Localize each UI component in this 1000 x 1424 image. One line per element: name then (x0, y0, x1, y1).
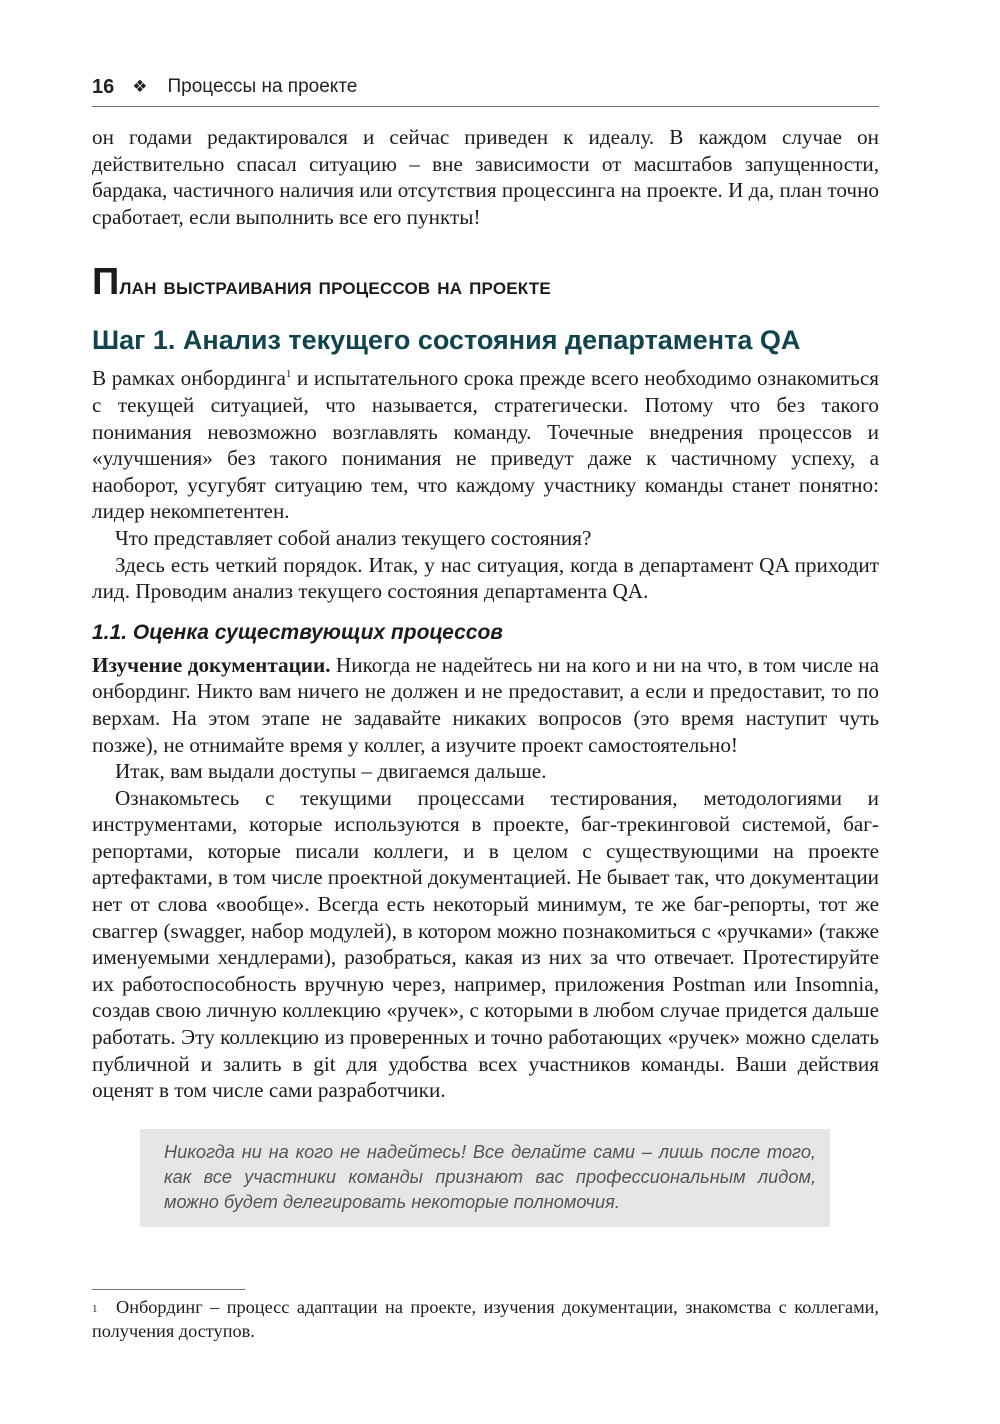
footnote-reference: 1 (285, 368, 292, 381)
running-header (92, 76, 879, 107)
subsection-paragraph-1 (92, 652, 879, 758)
section-title: Процессы на проекте (167, 76, 358, 97)
subsection-paragraph-3: Ознакомьтесь с текущими процессами тестирования, методологиями и инструментами, которые используются в проекте, баг-трекинговой системой, баг-репортами, которые писали коллеги, и в целом с существующими на проекте артефактами, в том числе проектной документацией. Не бывает так, что документации нет от слова «вообще». Всегда есть некоторый минимум, те же баг-репорты, тот же свaггер (swagger, набор модулей), в котором можно познакомиться с «ручками» (также именуемыми хендлерами), разобраться, какая из них за что отвечает. Протестируйте их работоспособность вручную через, например, приложения Postman или Insomnia, создав свою личную коллекцию «ручек», с которыми в любом случае придется дальше работать. Эту коллекцию из проверенных и точно работающих «ручек» можно сделать публичной и залить в git для удобства всех участников команды. Ваши действия оценят в том числе сами разработчики. (92, 785, 879, 1103)
chapter-heading-initial: П (92, 261, 120, 304)
page-body (92, 124, 879, 1227)
subsection-1-1-heading: 1.1. Оценка существующих процессов (92, 620, 503, 644)
callout-box: Никогда ни на кого не надейтесь! Все делайте сами – лишь после того, как все участники команды признают вас профессиональным лидом, можно будет делегировать некоторые полномочия. (140, 1129, 830, 1227)
footnote-mark: 1 (92, 1303, 98, 1315)
step-1-paragraph-3: Здесь есть четкий порядок. Итак, у нас ситуация, когда в департамент QA приходит лид. Проводим анализ текущего состояния департамента QA. (92, 552, 879, 604)
intro-paragraph: он годами редактировался и сейчас приведен к идеалу. В каждом случае он действительно спасал ситуацию – вне зависимости от масштабов запущенности, бардака, частичного наличия или отсутствия процессинга на проекте. И да, план точно сработает, если выполнить все его пункты! (92, 125, 880, 229)
footnote (92, 1295, 879, 1343)
step-1-paragraph-1-rest: и испытательного срока прежде всего необходимо ознакомиться с текущей ситуацией, что называется, стратегически. Потому что без такого понимания невозможно возглавлять команду. Точечные внедрения процессов и «улучшения» без такого понимания не приведут даже к частичному успеху, а наоборот, усугубят ситуацию тем, что каждому участнику команды станет понятно: лидер некомпетентен. (92, 366, 879, 524)
step-1-heading: Шаг 1. Анализ текущего состояния департамента QA (92, 325, 801, 356)
footnote-divider (92, 1289, 245, 1290)
footnote-text: Онбординг – процесс адаптации на проекте, изучения документации, знакомства с коллегами, получения доступов. (92, 1297, 879, 1341)
step-1-paragraph-1 (92, 365, 879, 525)
chapter-heading (92, 262, 879, 307)
paragraph-lead-rest: Никогда не надейтесь ни на кого и ни на что, в том числе на онбординг. Никто вам ничего не должен и не предоставит, а если и предоставит, то по верхам. На этом этапе не задавайте никаких вопросов (это время наступит чуть позже), не отнимайте время у коллег, а изучите проект самостоятельно! (92, 652, 879, 757)
chapter-heading-rest: лан выстраивания процессов на проекте (119, 273, 551, 301)
ornament-icon: ❖ (132, 77, 148, 96)
subsection-paragraph-2: Итак, вам выдали доступы – двигаемся дальше. (115, 759, 547, 784)
page-number: 16 (92, 76, 115, 98)
step-1-paragraph-1-start: В рамках онбординга (92, 366, 286, 391)
step-1-paragraph-2: Что представляет собой анализ текущего состояния? (115, 525, 592, 550)
paragraph-lead-term: Изучение документации. (92, 652, 331, 677)
